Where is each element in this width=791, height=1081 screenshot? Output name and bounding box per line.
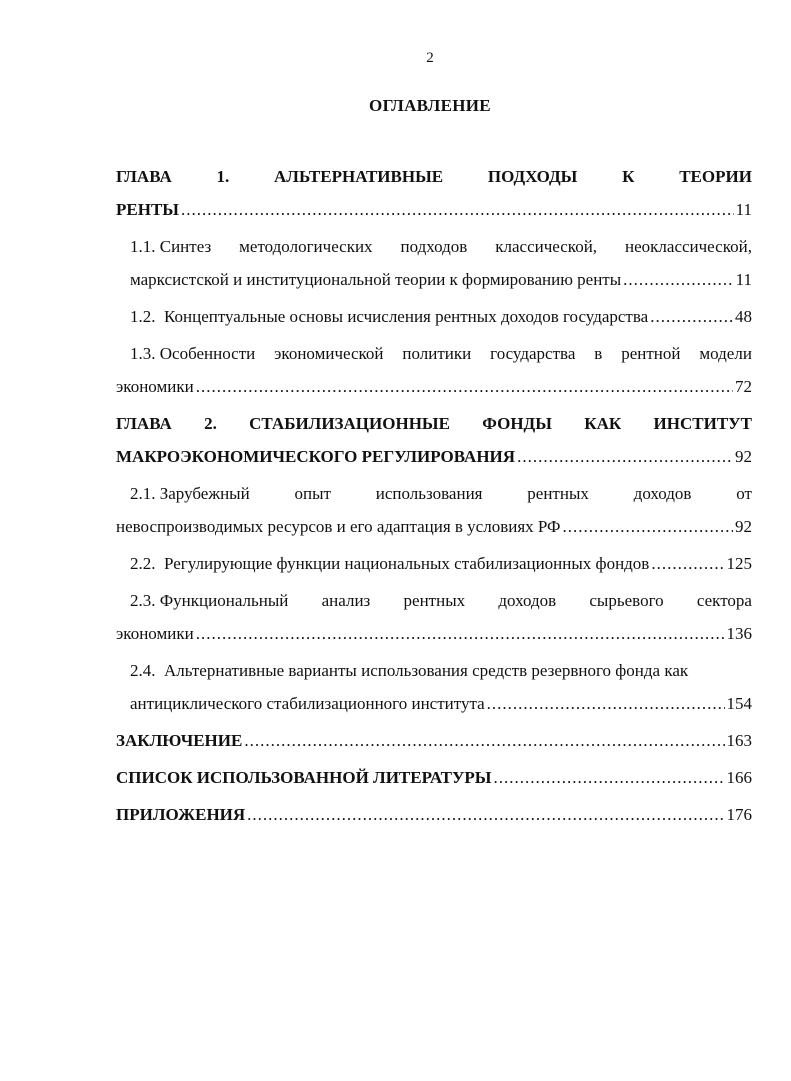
- section-number: 2.1.: [130, 484, 156, 503]
- word: анализ: [321, 591, 371, 610]
- toc-section-1-2-title: [130, 300, 648, 333]
- toc-references[interactable]: [116, 761, 752, 794]
- leader-dots: [563, 510, 734, 543]
- toc-section-1-3-title-end: экономики: [116, 377, 194, 396]
- toc-section-1-1[interactable]: [116, 230, 752, 296]
- toc-page-number: 136: [726, 624, 752, 643]
- word: ПОДХОДЫ: [487, 167, 578, 186]
- word: АЛЬТЕРНАТИВНЫЕ: [274, 167, 444, 186]
- word: сырьевого: [589, 591, 664, 610]
- word: К: [622, 167, 635, 186]
- page-title: ОГЛАВЛЕНИЕ: [369, 96, 491, 115]
- toc-page-number: 92: [735, 517, 752, 536]
- word: опыт: [294, 484, 331, 503]
- word: Функциональный: [159, 591, 289, 610]
- leader-dots: [651, 547, 724, 580]
- toc-section-1-1-title-end: марксистской и институциональной теории к формированию ренты: [130, 270, 622, 289]
- toc-chapter-2-heading: [116, 407, 752, 440]
- word: методологических: [239, 237, 373, 256]
- toc-chapter-1-heading: [116, 160, 752, 193]
- toc-appendices-title: ПРИЛОЖЕНИЯ: [116, 805, 246, 824]
- section-number: 2.4.: [130, 661, 156, 680]
- toc-page-number: 176: [726, 805, 752, 824]
- toc-page-number: 154: [726, 694, 752, 713]
- toc-section-1-1-line1: [130, 230, 752, 263]
- leader-dots: [517, 440, 733, 473]
- leader-dots: [650, 300, 733, 333]
- word: классической,: [495, 237, 598, 256]
- word: КАК: [584, 414, 622, 433]
- section-title: Альтернативные варианты использования средств резервного фонда как: [164, 661, 689, 680]
- leader-dots: [196, 617, 725, 650]
- word: рентных: [403, 591, 466, 610]
- section-number: 1.1.: [130, 237, 156, 256]
- leader-dots: [244, 724, 724, 757]
- toc-section-2-4-title-end: антициклического стабилизационного института: [130, 694, 485, 713]
- leader-dots: [487, 687, 725, 720]
- word: Особенности: [159, 344, 256, 363]
- word: 1.: [216, 167, 230, 186]
- toc-page-number: 11: [735, 200, 752, 219]
- word: ФОНДЫ: [482, 414, 552, 433]
- section-title: Регулирующие функции национальных стабилизационных фондов: [164, 554, 650, 573]
- word: СТАБИЛИЗАЦИОННЫЕ: [249, 414, 450, 433]
- toc-section-2-3-title-end: экономики: [116, 624, 194, 643]
- section-number: 1.3.: [130, 344, 156, 363]
- leader-dots: [181, 193, 734, 226]
- toc-section-2-4-line1: [130, 654, 752, 687]
- leader-dots: [196, 370, 733, 403]
- toc-section-2-2[interactable]: [116, 547, 752, 580]
- toc-section-1-3[interactable]: [116, 337, 752, 403]
- word: ИНСТИТУТ: [653, 414, 752, 433]
- word: ГЛАВА: [116, 414, 172, 433]
- word: экономической: [274, 344, 384, 363]
- toc-section-2-1-line1: [130, 477, 752, 510]
- toc-section-2-1-title-end: невоспроизводимых ресурсов и его адаптация в условиях РФ: [116, 517, 561, 536]
- toc-chapter-2[interactable]: [116, 407, 752, 473]
- section-number: 2.3.: [130, 591, 156, 610]
- toc-section-2-3-line1: [130, 584, 752, 617]
- toc-page-number: 48: [735, 307, 752, 326]
- word: 2.: [204, 414, 217, 433]
- toc-appendices[interactable]: [116, 798, 752, 831]
- word: ТЕОРИИ: [679, 167, 752, 186]
- toc-section-2-3[interactable]: [116, 584, 752, 650]
- word: ГЛАВА: [116, 167, 172, 186]
- leader-dots: [247, 798, 724, 831]
- word: подходов: [400, 237, 468, 256]
- word: неоклассической,: [625, 237, 752, 256]
- word: доходов: [633, 484, 692, 503]
- leader-dots: [623, 263, 733, 296]
- section-number: 1.2.: [130, 307, 156, 326]
- word: использования: [375, 484, 483, 503]
- toc-page-number: 11: [735, 270, 752, 289]
- word: Синтез: [159, 237, 212, 256]
- section-number: 2.2.: [130, 554, 156, 573]
- word: доходов: [498, 591, 557, 610]
- toc-section-2-2-title: [130, 547, 649, 580]
- toc-conclusion-title: ЗАКЛЮЧЕНИЕ: [116, 731, 243, 750]
- toc-page-number: 92: [735, 447, 752, 466]
- toc-chapter-2-title-end: МАКРОЭКОНОМИЧЕСКОГО РЕГУЛИРОВАНИЯ: [116, 447, 516, 466]
- page-number: 2: [426, 50, 434, 66]
- toc-references-title: СПИСОК ИСПОЛЬЗОВАННОЙ ЛИТЕРАТУРЫ: [116, 768, 492, 787]
- word: от: [736, 484, 752, 503]
- word: сектора: [696, 591, 752, 610]
- section-title: Концептуальные основы исчисления рентных доходов государства: [164, 307, 649, 326]
- table-of-contents: [116, 160, 752, 831]
- toc-page-number: 72: [735, 377, 752, 396]
- word: модели: [699, 344, 752, 363]
- leader-dots: [494, 761, 725, 794]
- toc-chapter-1[interactable]: [116, 160, 752, 226]
- toc-page-number: 166: [726, 768, 752, 787]
- toc-page-number: 163: [726, 731, 752, 750]
- toc-section-1-3-line1: [130, 337, 752, 370]
- toc-chapter-1-title-end: РЕНТЫ: [116, 200, 179, 219]
- toc-section-1-2[interactable]: [116, 300, 752, 333]
- toc-conclusion[interactable]: [116, 724, 752, 757]
- word: государства: [490, 344, 576, 363]
- word: в: [594, 344, 603, 363]
- toc-section-2-1[interactable]: [116, 477, 752, 543]
- word: политики: [402, 344, 472, 363]
- toc-section-2-4[interactable]: [116, 654, 752, 720]
- word: рентных: [527, 484, 589, 503]
- word: Зарубежный: [159, 484, 250, 503]
- word: рентной: [621, 344, 681, 363]
- toc-page-number: 125: [726, 554, 752, 573]
